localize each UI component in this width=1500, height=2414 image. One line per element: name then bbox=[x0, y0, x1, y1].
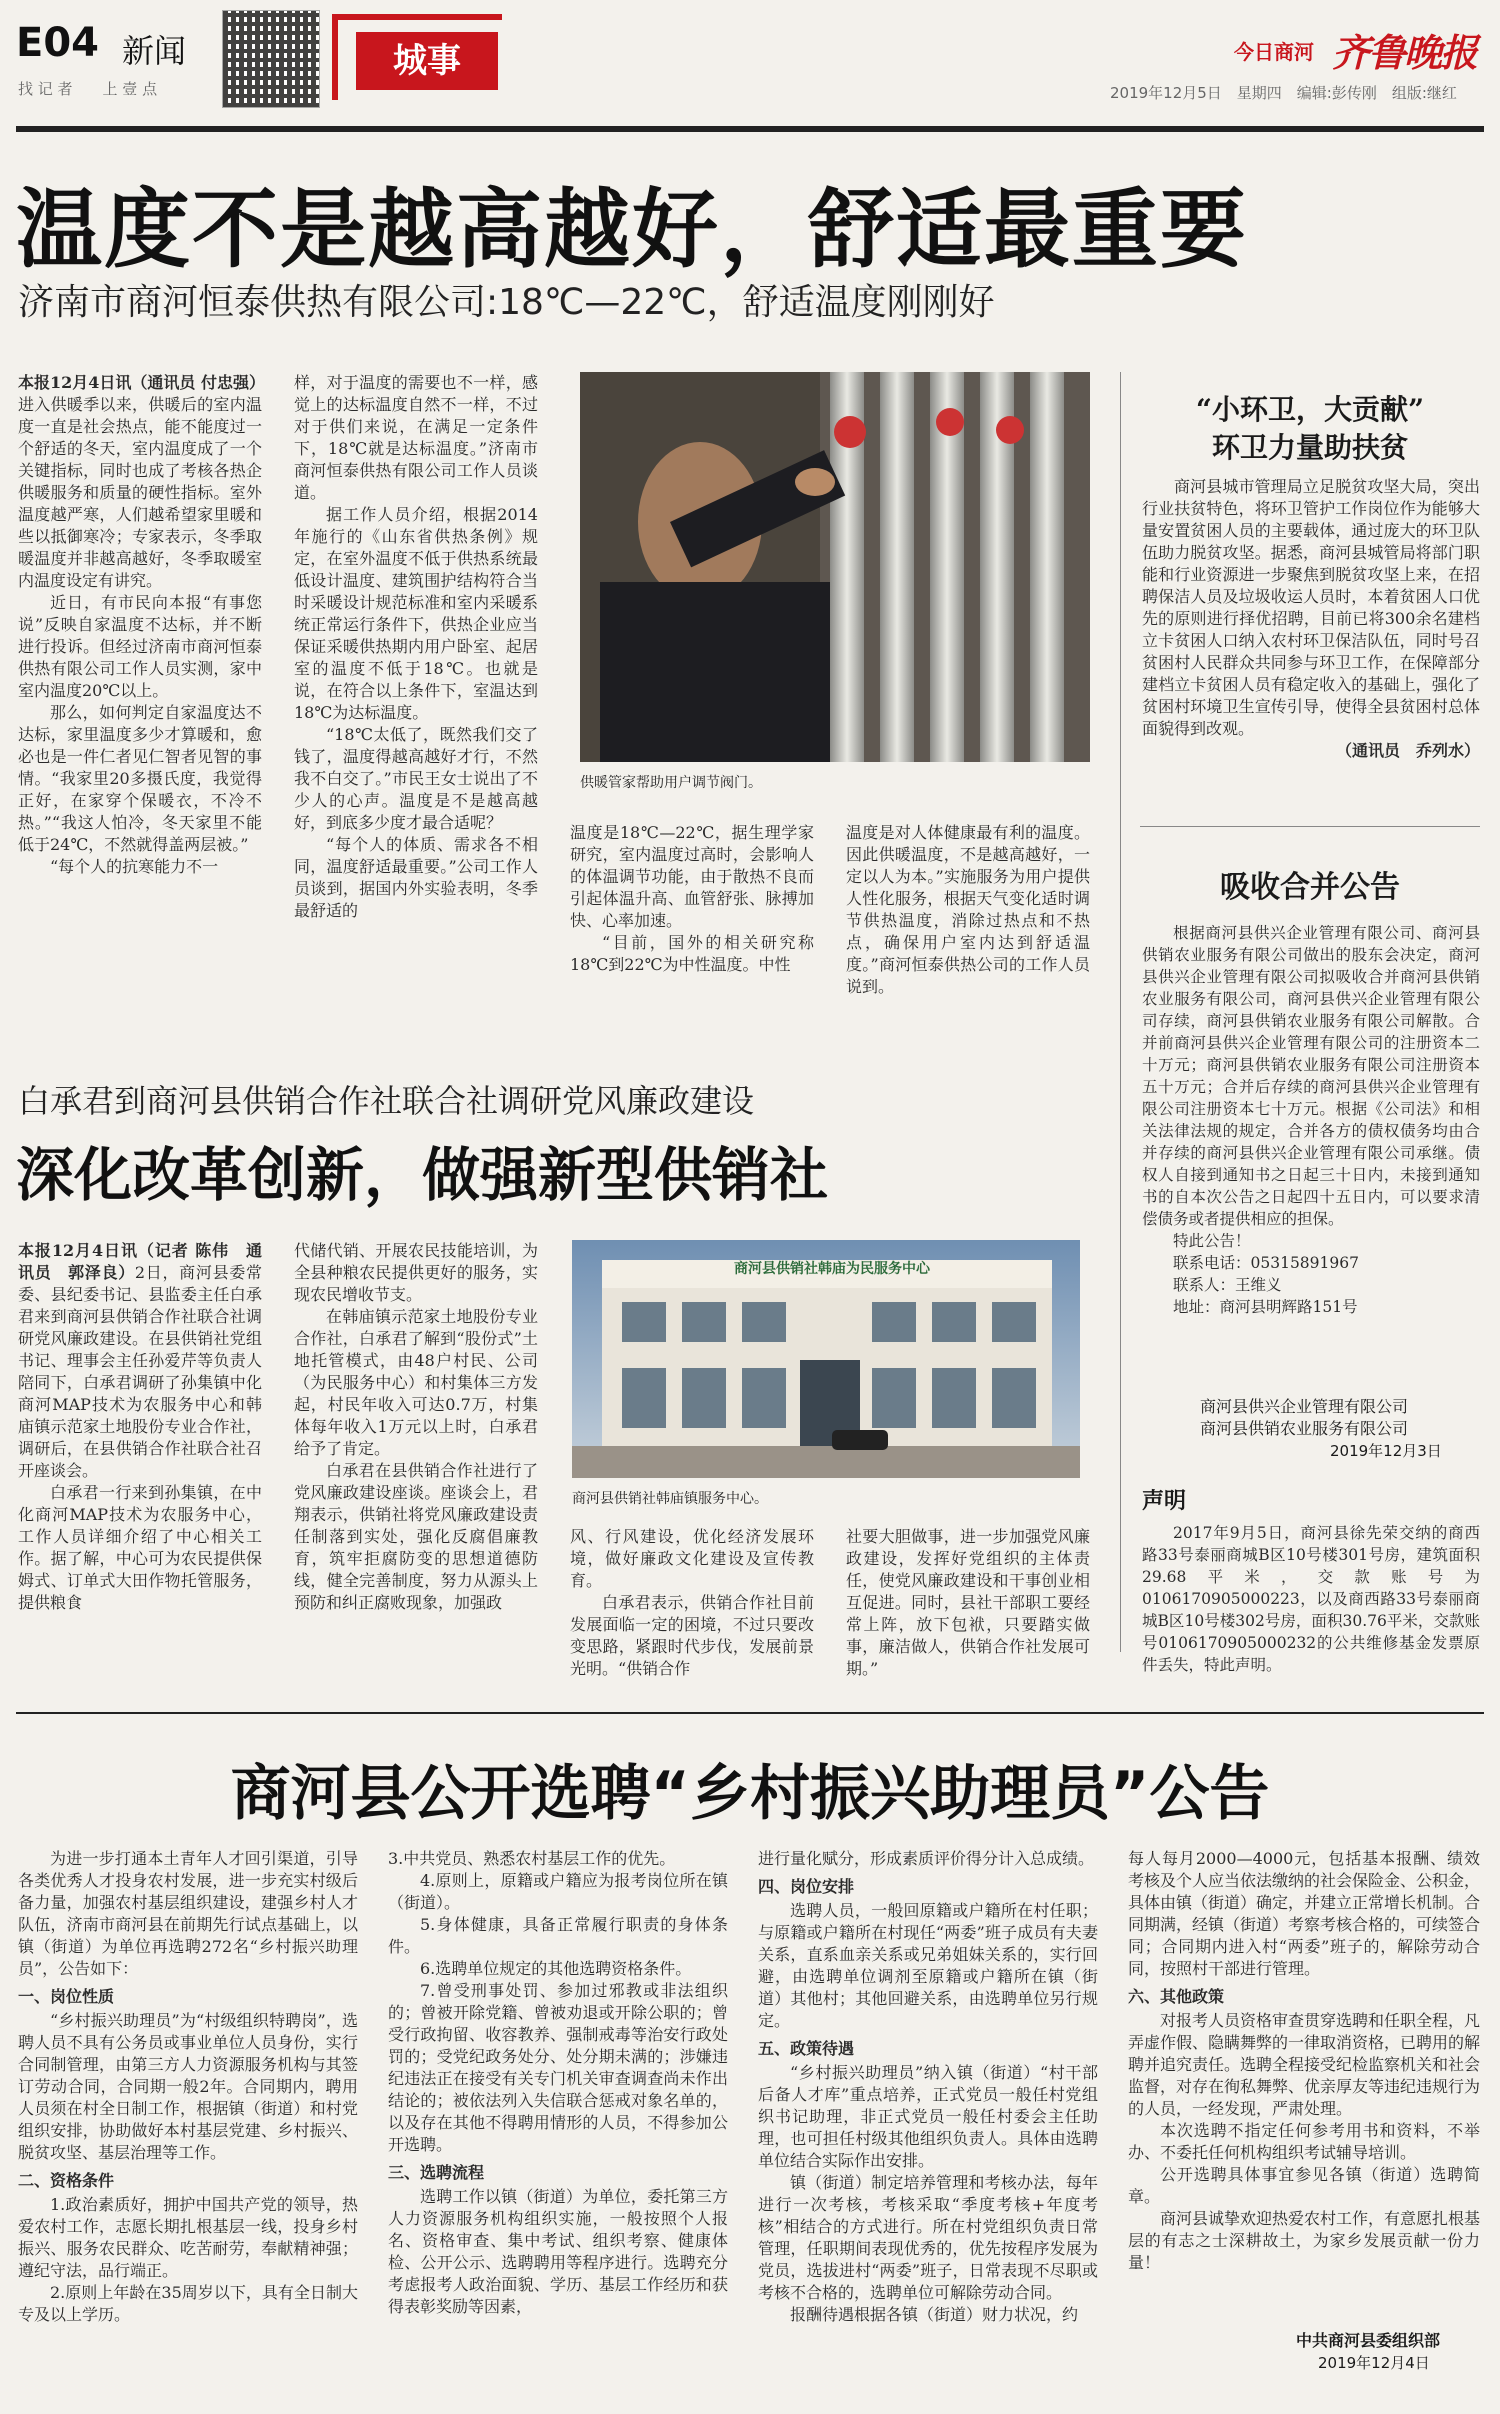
article1-headline: 温度不是越高越好，舒适最重要 bbox=[16, 180, 1248, 280]
building-sign: 商河县供销社韩庙为民服务中心 bbox=[734, 1261, 930, 1277]
article2-kicker: 白承君到商河县供销合作社联合社调研党风廉政建设 bbox=[18, 1082, 755, 1120]
section-name: 新闻 bbox=[122, 32, 187, 70]
brand-small: 今日商河 bbox=[1234, 40, 1314, 64]
notice1-sign1: 商河县供兴企业管理有限公司 bbox=[1200, 1397, 1409, 1416]
right-column-divider bbox=[1120, 372, 1121, 1652]
article3-paragraph: 6.选聘单位规定的其他选聘资格条件。 bbox=[420, 1959, 692, 1978]
notice1-special: 特此公告！ bbox=[1173, 1232, 1251, 1250]
article3-paragraph: 1.政治素质好，拥护中国共产党的领导，热爱农村工作，志愿长期扎根基层一线，投身乡村振兴、服务农民群众、吃苦耐劳，奉献精神强；遵纪守法，品行端正。 bbox=[18, 2195, 358, 2280]
sidebar1-subtitle: 环卫力量助扶贫 bbox=[1211, 431, 1408, 464]
article3-section-heading: 六、其他政策 bbox=[1128, 1987, 1225, 2006]
article3-paragraph: 2.原则上年龄在35周岁以下，具有全日制大专及以上学历。 bbox=[18, 2283, 358, 2324]
article3-paragraph: “乡村振兴助理员”为“村级组织特聘岗”，选聘人员不具有公务员或事业单位人员身份，实行合同制管理，由第三方人力资源服务机构与其签订劳动合同，合同期一般2年。合同期内，聘用人员须在村全日制工作，根据镇（街道）和村党组织安排，协助做好本村基层党建、乡村振兴、脱贫攻坚、基层治理等工作。 bbox=[18, 2011, 358, 2162]
article3-paragraph: 为进一步打通本土青年人才回引渠道，引导各类优秀人才投身农村发展，进一步充实村级后备力量，加强农村基层组织建设，建强乡村人才队伍，济南市商河县在前期先行试点基础上，以镇（街道）为单位再选聘272名“乡村振兴助理员”，公告如下： bbox=[18, 1849, 358, 1978]
article2-paragraph: 白承君在县供销合作社进行了党风廉政建设座谈。座谈会上，君翔表示，供销社将党风廉政建设责任制落到实处，强化反腐倡廉教育，筑牢拒腐防变的思想道德防线，健全完善制度，努力从源头上预防和纠正腐败现象，加强政 bbox=[294, 1461, 538, 1612]
masthead-rule bbox=[16, 126, 1484, 132]
notice1-contact: 联系人：王维义 bbox=[1173, 1276, 1282, 1294]
channel-badge: 城事 bbox=[356, 32, 498, 90]
sidebar1-title: “小环卫，大贡献” bbox=[1195, 393, 1425, 426]
article3-paragraph: 5.身体健康，具备正常履行职责的身体条件。 bbox=[388, 1915, 728, 1956]
article3-paragraph: 报酬待遇根据各镇（街道）财力状况，约 bbox=[790, 2305, 1079, 2324]
article3-section-heading: 四、岗位安排 bbox=[758, 1877, 855, 1896]
article3-col2 bbox=[388, 1848, 728, 2370]
article1-subhead: 济南市商河恒泰供热有限公司:18℃—22℃，舒适温度刚刚好 bbox=[18, 282, 995, 323]
brand-logo: 齐鲁晚报 bbox=[1332, 30, 1477, 75]
article3-paragraph: 7.曾受刑事处罚、参加过邪教或非法组织的；曾被开除党籍、曾被劝退或开除公职的；曾受行政拘留、收容教养、强制戒毒等治安行政处罚的；受党纪政务处分、处分期未满的；涉嫌违纪违法正在接受有关专门机关审查调查尚未作出结论的；被依法列入失信联合惩戒对象名单的，以及存在其他不得聘用情形的人员，不得参加公开选聘。 bbox=[388, 1981, 728, 2154]
article1-photo-caption: 供暖管家帮助用户调节阀门。 bbox=[580, 775, 762, 791]
article1-col2 bbox=[294, 372, 538, 1002]
article3-paragraph: 4.原则上，原籍或户籍应为报考岗位所在镇（街道）。 bbox=[388, 1871, 728, 1912]
article3-paragraph: 对报考人员资格审查贯穿选聘和任职全程，凡弄虚作假、隐瞒舞弊的一律取消资格，已聘用的解聘并追究责任。选聘全程接受纪检监察机关和社会监督，对存在徇私舞弊、优亲厚友等违纪违规行为的人员，一经发现，严肃处理。 bbox=[1128, 2011, 1481, 2118]
article1-lead: 本报12月4日讯（通讯员 付忠强）进入供暖季以来，供暖后的室内温度一直是社会热点，能不能度过一个舒适的冬天，室内温度成了一个关键指标，同时也成了考核各热企供暖服务和质量的硬性指标。室外温度越严寒，人们越希望家里暖和些以抵御寒冷；专家表示，冬季取暖温度并非越高越好，冬季取暖室内温度设定有讲究。 bbox=[18, 373, 265, 590]
article1-paragraph: 据工作人员介绍，根据2014年施行的《山东省供热条例》规定，在室外温度不低于供热系统最低设计温度、建筑围护结构符合当时采暖设计规范标准和室内采暖系统正常运行条件下，供热企业应当保证采暖供热期内用户卧室、起居室的温度不低于18℃。也就是说，在符合以上条件下，室温达到18℃为达标温度。 bbox=[294, 505, 538, 722]
article3-paragraph: “乡村振兴助理员”纳入镇（街道）“村干部后备人才库”重点培养，正式党员一般任村党组织书记助理，非正式党员一般任村委会主任助理，也可担任村级其他组织负责人。具体由选聘单位结合实际作出安排。 bbox=[758, 2063, 1098, 2170]
notice1-body bbox=[1142, 922, 1480, 1316]
qr-code[interactable] bbox=[222, 10, 320, 108]
article3-paragraph: 进行量化赋分，形成素质评价得分计入总成绩。 bbox=[758, 1849, 1095, 1868]
article2-col1 bbox=[18, 1240, 262, 1680]
article2-paragraph: 白承君表示，供销合作社目前发展面临一定的困境，不过只要改变思路，紧跟时代步伐，发展前景光明。“供销合作 bbox=[570, 1593, 814, 1678]
notice2-body bbox=[1142, 1522, 1480, 1702]
article1-col3 bbox=[570, 822, 814, 1004]
notice1-address: 地址：商河县明辉路151号 bbox=[1173, 1298, 1358, 1316]
article1-paragraph: “目前，国外的相关研究称18℃到22℃为中性温度。中性 bbox=[570, 933, 814, 974]
notice1-sign2: 商河县供销农业服务有限公司 bbox=[1200, 1419, 1409, 1438]
article2-paragraph: 风、行风建设，优化经济发展环境，做好廉政文化建设及宣传教育。 bbox=[570, 1527, 814, 1590]
article3-col4 bbox=[1128, 1848, 1480, 2318]
article3-paragraph: 公开选聘具体事宜参见各镇（街道）选聘简章。 bbox=[1128, 2165, 1480, 2206]
article2-headline: 深化改革创新，做强新型供销社 bbox=[16, 1141, 829, 1209]
article2-paragraph: 白承君一行来到孙集镇，在中化商河MAP技术为农服务中心，工作人员详细介绍了中心相关工作。据了解，中心可为农民提供保姆式、订单式大田作物托管服务，提供粮食 bbox=[18, 1483, 262, 1612]
article2-paragraph: 社要大胆做事，进一步加强党风廉政建设，发挥好党组织的主体责任，使党风廉政建设和干事创业相互促进。同时，县社干部职工要经常上阵，放下包袱，只要踏实做事，廉洁做人，供销合作社发展可期。” bbox=[846, 1527, 1090, 1678]
article1-paragraph: 样，对于温度的需要也不一样，感觉上的达标温度自然不一样，不过对于供们来说，在满足一定条件下，18℃就是达标温度。”济南市商河恒泰供热有限公司工作人员谈道。 bbox=[294, 373, 538, 502]
article3-paragraph: 选聘工作以镇（街道）为单位，委托第三方人力资源服务机构组织实施，一般按照个人报名、资格审查、集中考试、组织考察、健康体检、公开公示、选聘聘用等程序进行。选聘充分考虑报考人政治面貌、学历、基层工作经历和获得表彰奖励等因素， bbox=[388, 2187, 728, 2316]
article3-paragraph: 本次选聘不指定任何参考用书和资料，不举办、不委托任何机构组织考试辅导培训。 bbox=[1128, 2121, 1480, 2162]
article2-paragraph: 在韩庙镇示范家土地股份专业合作社，白承君了解到“股份式”土地托管模式，由48户村民、公司（为民服务中心）和村集体三方发起，村民年收入可达0.7万，村集体每年收入1万元以上时，白承君给予了肯定。 bbox=[294, 1307, 538, 1458]
article1-photo bbox=[580, 372, 1090, 762]
article3-section-heading: 五、政策待遇 bbox=[758, 2039, 855, 2058]
notice1-title: 吸收合并公告 bbox=[1220, 870, 1400, 905]
article3-paragraph: 商河县诚挚欢迎热爱农村工作，有意愿扎根基层的有志之士深耕故土，为家乡发展贡献一份力量！ bbox=[1128, 2209, 1481, 2272]
article3-paragraph: 选聘人员，一般回原籍或户籍所在村任职；与原籍或户籍所在村现任“两委”班子成员有夫妻关系，直系血亲关系或兄弟姐妹关系的，实行回避，由选聘单位调剂至原籍或户籍所在镇（街道）其他村；其他回避关系，由选聘单位另行规定。 bbox=[758, 1901, 1098, 2030]
notice2-paragraph: 2017年9月5日，商河县徐先荣交纳的商西路33号泰丽商城B区10号楼301号房，建筑面积29.68平米，交款账号为0106170905000223，以及商西路33号泰丽商城B区10号楼302号房，面积30.76平米，交款账号0106170905000232的公共维修基金发票原件丢失，特此声明。 bbox=[1142, 1524, 1480, 1674]
article2-paragraph: 代储代销、开展农民技能培训，为全县种粮农民提供更好的服务，实现农民增收节支。 bbox=[294, 1241, 538, 1304]
article2-lead: 本报12月4日讯（记者 陈伟 通讯员 郭泽良）2日，商河县委常委、县纪委书记、县监委主任白承君来到商河县供销合作社联合社调研党风廉政建设。在县供销社党组书记、理事会主任孙爱芹等负责人陪同下，白承君调研了孙集镇中化商河MAP技术为农服务中心和韩庙镇示范家土地股份专业合作社，调研后，在县供销合作社联合社召开座谈会。 bbox=[18, 1241, 262, 1480]
article1-paragraph: “每个人的抗寒能力不一 bbox=[50, 857, 219, 876]
article1-paragraph: “每个人的体质、需求各不相同，温度舒适最重要。”公司工作人员谈到，据国内外实验表明，冬季最舒适的 bbox=[294, 835, 538, 920]
article1-paragraph: “18℃太低了，既然我们交了钱了，温度得越高越好才行，不然我不白交了。”市民王女士说出了不少人的心声。温度是不是越高越好，到底多少度才最合适呢？ bbox=[294, 725, 538, 832]
article1-col4 bbox=[846, 822, 1090, 1004]
article2-col2 bbox=[294, 1240, 538, 1680]
article2-col3 bbox=[570, 1526, 814, 1680]
article1-paragraph: 温度是18℃—22℃，据生理学家研究，室内温度过高时，会影响人的体温调节功能，由于散热不良而引起体温升高、血管舒张、脉搏加快、心率加速。 bbox=[570, 823, 814, 930]
article3-headline: 商河县公开选聘“乡村振兴助理员”公告 bbox=[230, 1759, 1270, 1829]
article3-section-heading: 一、岗位性质 bbox=[18, 1987, 115, 2006]
page-number: E04 bbox=[16, 20, 99, 66]
article2-col4 bbox=[846, 1526, 1090, 1680]
notice1-date: 2019年12月3日 bbox=[1330, 1442, 1442, 1460]
sidebar1-paragraph: 商河县城市管理局立足脱贫攻坚大局，突出行业扶贫特色，将环卫管护工作岗位作为能够大量安置贫困人员的主要载体，通过庞大的环卫队伍助力脱贫攻坚。据悉，商河县城管局将部门职能和行业资源进一步聚焦到脱贫攻坚上来，在招聘保洁人员及垃圾收运人员时，本着贫困人口优先的原则进行择优招聘，目前已将300余名建档立卡贫困人口纳入农村环卫保洁队伍，同时号召贫困村人民群众共同参与环卫工作，在保障部分建档立卡贫困人员有稳定收入的基础上，强化了贫困村环境卫生宣传引导，使得全县贫困村总体面貌得到改观。 bbox=[1142, 477, 1480, 738]
article3-sign: 中共商河县委组织部 bbox=[1296, 2331, 1441, 2350]
article2-photo-caption: 商河县供销社韩庙镇服务中心。 bbox=[572, 1491, 768, 1507]
article1-col1 bbox=[18, 372, 265, 1002]
article3-paragraph: 3.中共党员、熟悉农村基层工作的优先。 bbox=[388, 1849, 676, 1868]
notice2-title: 声明 bbox=[1142, 1489, 1187, 1514]
article2-photo bbox=[572, 1240, 1080, 1478]
article3-section-heading: 三、选聘流程 bbox=[388, 2163, 485, 2182]
article1-paragraph: 近日，有市民向本报“有事您说”反映自家温度不达标，并不断进行投诉。但经过济南市商河恒泰供热有限公司工作人员实测，家中室内温度20℃以上。 bbox=[18, 593, 262, 700]
masthead-meta: 2019年12月5日 星期四 编辑:彭传刚 组版:继红 bbox=[1110, 84, 1457, 102]
article3-col3 bbox=[758, 1848, 1098, 2370]
article3-section-heading: 二、资格条件 bbox=[18, 2171, 115, 2190]
article3-paragraph: 每人每月2000—4000元，包括基本报酬、绩效考核及个人应当依法缴纳的社会保险金、公积金，具体由镇（街道）确定，并建立正常增长机制。合同期满，经镇（街道）考察考核合格的，可续签合同；合同期内进入村“两委”班子的，解除劳动合同，按照村干部进行管理。 bbox=[1128, 1849, 1481, 1978]
section-divider bbox=[16, 1712, 1484, 1714]
article3-paragraph: 镇（街道）制定培养管理和考核办法，每年进行一次考核，考核采取“季度考核+年度考核”相结合的方式进行。所在村党组织负责日常管理，任职期间表现优秀的，优先按程序发展为党员，选拔进村“两委”班子，日常表现不尽职或考核不合格的，选聘单位可解除劳动合同。 bbox=[758, 2173, 1098, 2302]
photo-radiator-valves bbox=[580, 372, 1090, 762]
sidebar-divider bbox=[1140, 826, 1480, 827]
article1-paragraph: 那么，如何判定自家温度达不达标，家里温度多少才算暖和，愈必也是一件仁者见仁智者见智的事情。“我家里20多摄氏度，我觉得正好，在家穿个保暖衣，不冷不热。”“我这人怕冷，冬天家里不能低于24℃，不然就得盖两层被。” bbox=[18, 703, 262, 854]
notice1-paragraph: 根据商河县供兴企业管理有限公司、商河县供销农业服务有限公司做出的股东会决定，商河县供兴企业管理有限公司拟吸收合并商河县供销农业服务有限公司，商河县供兴企业管理有限公司存续，商河县供销农业服务有限公司解散。合并前商河县供兴企业管理有限公司的注册资本二十万元；商河县供销农业服务有限公司注册资本五十万元；合并后存续的商河县供兴企业管理有限公司注册资本七十万元。根据《公司法》和相关法律法规的规定，合并各方的债权债务均由合并存续的商河县供兴企业管理有限公司承继。债权人自接到通知书之日起三十日内，未接到通知书的自本次公告之日起四十五日内，可以要求清偿债务或者提供相应的担保。 bbox=[1142, 924, 1480, 1228]
article3-col1 bbox=[18, 1848, 358, 2370]
notice1-phone: 联系电话：05315891967 bbox=[1173, 1254, 1359, 1272]
article1-paragraph: 温度是对人体健康最有利的温度。因此供暖温度，不是越高越好，一定以人为本。”实施服务为用户提供人性化服务，根据天气变化适时调节供热温度，消除过热点和不热点，确保用户室内达到舒适温度。”商河恒泰供热公司的工作人员说到。 bbox=[846, 823, 1090, 996]
article3-date: 2019年12月4日 bbox=[1318, 2354, 1430, 2372]
sidebar1-author: （通讯员 乔列水） bbox=[1335, 741, 1480, 760]
masthead-sub-left: 找 记 者 上 壹 点 bbox=[18, 80, 158, 98]
sidebar1-body bbox=[1142, 476, 1480, 806]
